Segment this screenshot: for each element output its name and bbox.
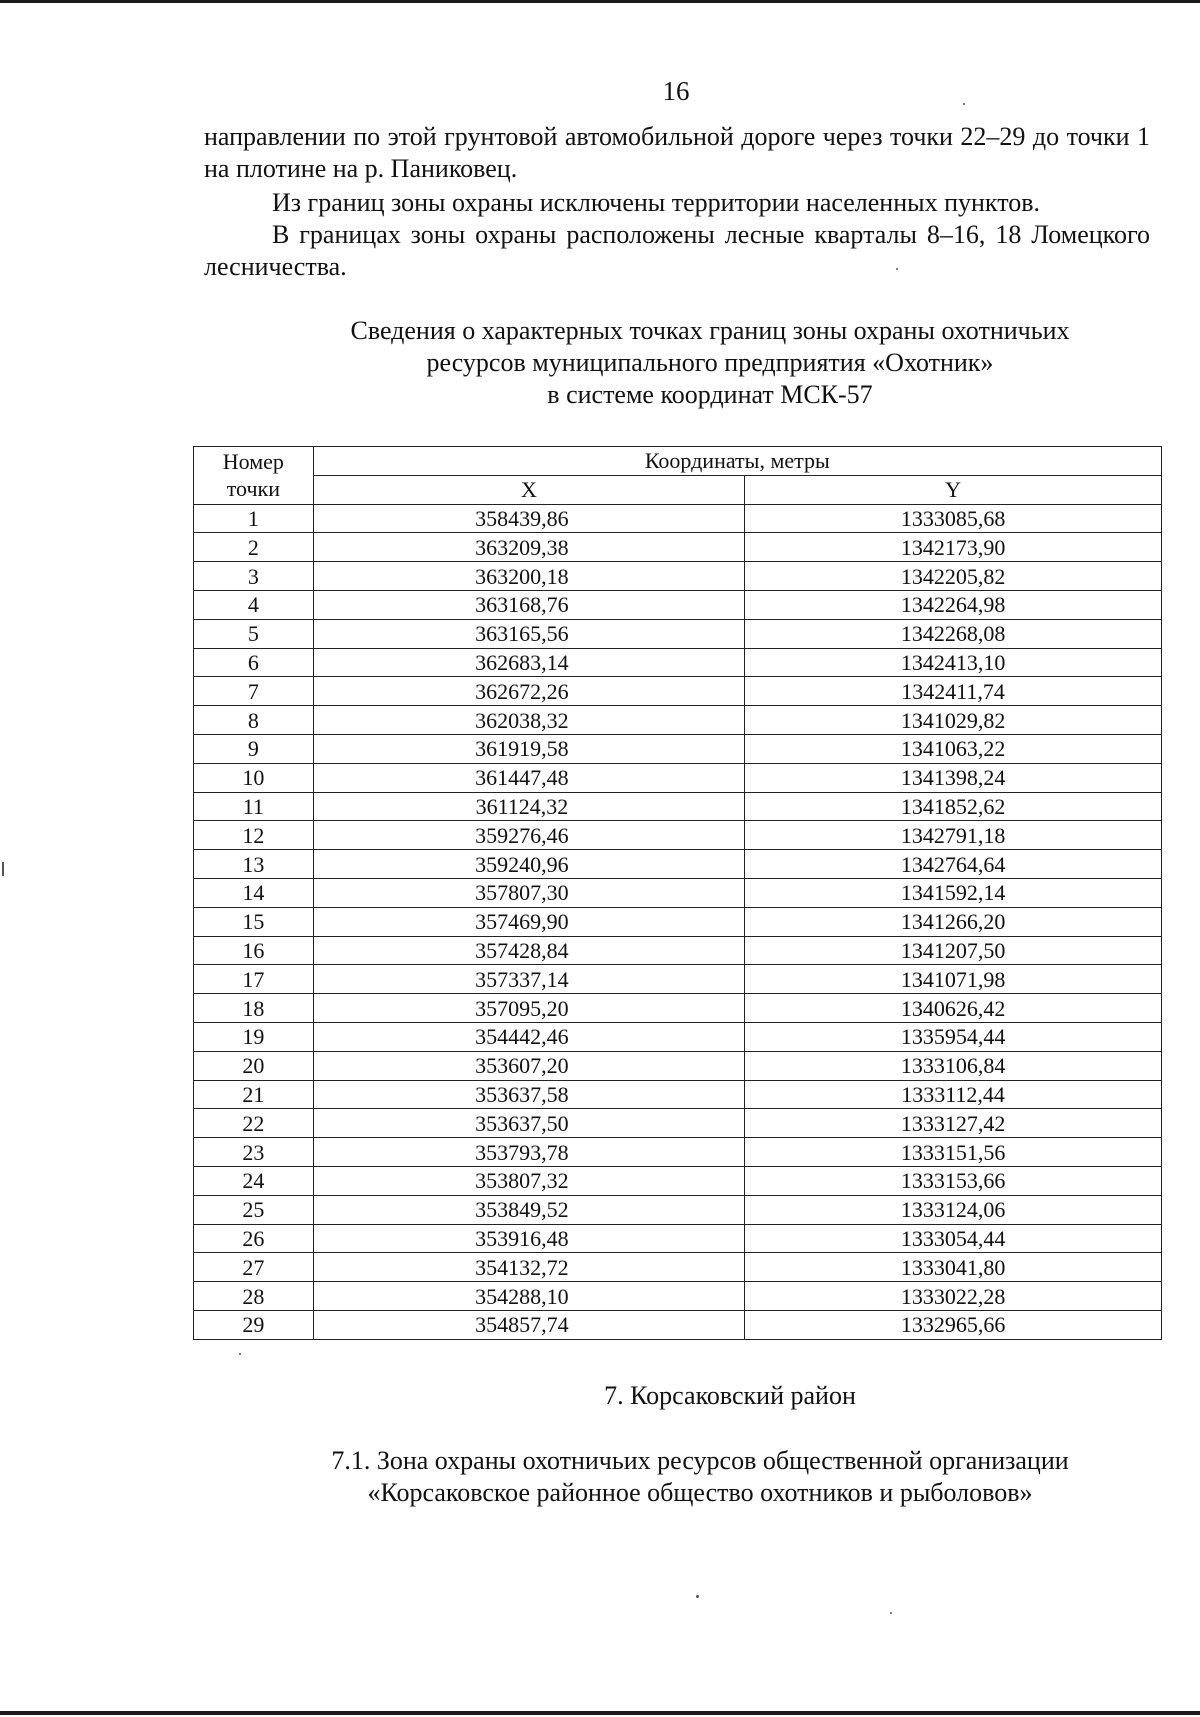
x-coordinate-cell: 361919,58	[313, 734, 745, 763]
table-row	[194, 1022, 1162, 1051]
x-coordinate-cell: 361124,32	[313, 792, 745, 821]
y-coordinate-cell: 1341063,22	[745, 734, 1162, 763]
y-coordinate-cell: 1342791,18	[745, 821, 1162, 850]
x-coordinate-cell: 357095,20	[313, 994, 745, 1023]
y-coordinate-cell: 1333041,80	[745, 1253, 1162, 1282]
table-row	[194, 936, 1162, 965]
y-coordinate-cell: 1341029,82	[745, 706, 1162, 735]
point-number-cell: 25	[194, 1195, 314, 1224]
subsection-heading-line: «Корсаковское районное общество охотников и рыболовов»	[367, 1478, 1033, 1507]
y-coordinate-cell: 1341852,62	[745, 792, 1162, 821]
x-coordinate-cell: 353793,78	[313, 1138, 745, 1167]
point-number-cell: 13	[194, 850, 314, 879]
y-coordinate-cell: 1335954,44	[745, 1022, 1162, 1051]
point-number-cell: 27	[194, 1253, 314, 1282]
section-heading: 7. Корсаковский район	[604, 1381, 856, 1410]
table-row	[194, 821, 1162, 850]
y-coordinate-cell: 1342173,90	[745, 533, 1162, 562]
table-row	[194, 504, 1162, 533]
point-number-cell: 19	[194, 1022, 314, 1051]
y-coordinate-cell: 1342264,98	[745, 590, 1162, 619]
point-number-cell: 11	[194, 792, 314, 821]
x-coordinate-cell: 354132,72	[313, 1253, 745, 1282]
table-header	[194, 447, 1162, 505]
y-coordinate-cell: 1333022,28	[745, 1282, 1162, 1311]
header-x: X	[313, 475, 745, 504]
y-coordinate-cell: 1340626,42	[745, 994, 1162, 1023]
y-coordinate-cell: 1341266,20	[745, 907, 1162, 936]
point-number-cell: 5	[194, 619, 314, 648]
scan-speck	[2, 862, 4, 876]
page-number: 16	[662, 76, 690, 106]
point-number-cell: 26	[194, 1224, 314, 1253]
y-coordinate-cell: 1341592,14	[745, 878, 1162, 907]
x-coordinate-cell: 363165,56	[313, 619, 745, 648]
point-number-cell: 12	[194, 821, 314, 850]
scan-speck	[696, 1595, 699, 1598]
table-row	[194, 792, 1162, 821]
point-number-cell: 17	[194, 965, 314, 994]
point-number-cell: 28	[194, 1282, 314, 1311]
table-caption-line: ресурсов муниципального предприятия «Охотник»	[426, 348, 994, 377]
table-row	[194, 1253, 1162, 1282]
table-row	[194, 1224, 1162, 1253]
header-coordinates: Координаты, метры	[313, 447, 1161, 476]
table-row	[194, 1282, 1162, 1311]
header-point-number	[194, 447, 314, 505]
x-coordinate-cell: 358439,86	[313, 504, 745, 533]
table-row	[194, 533, 1162, 562]
table-row	[194, 1195, 1162, 1224]
y-coordinate-cell: 1333085,68	[745, 504, 1162, 533]
point-number-cell: 1	[194, 504, 314, 533]
x-coordinate-cell: 353807,32	[313, 1166, 745, 1195]
x-coordinate-cell: 363200,18	[313, 562, 745, 591]
paragraph-forest-quarters: В границах зоны охраны расположены лесные кварталы 8–16, 18 Ломецкого лесничества.	[204, 220, 1150, 281]
x-coordinate-cell: 359276,46	[313, 821, 745, 850]
x-coordinate-cell: 362672,26	[313, 677, 745, 706]
table-row	[194, 965, 1162, 994]
y-coordinate-cell: 1333112,44	[745, 1080, 1162, 1109]
point-number-cell: 15	[194, 907, 314, 936]
y-coordinate-cell: 1333106,84	[745, 1051, 1162, 1080]
scan-speck	[896, 268, 898, 270]
y-coordinate-cell: 1333151,56	[745, 1138, 1162, 1167]
x-coordinate-cell: 359240,96	[313, 850, 745, 879]
coordinates-table	[193, 446, 1162, 1340]
y-coordinate-cell: 1341207,50	[745, 936, 1162, 965]
table-row	[194, 590, 1162, 619]
x-coordinate-cell: 354442,46	[313, 1022, 745, 1051]
paragraph-excluded-territories: Из границ зоны охраны исключены территории населенных пунктов.	[272, 188, 1041, 217]
table-row	[194, 1051, 1162, 1080]
table-row	[194, 734, 1162, 763]
x-coordinate-cell: 363168,76	[313, 590, 745, 619]
table-caption-line: в системе координат МСК-57	[547, 380, 873, 409]
header-point-line: точки	[226, 476, 280, 502]
point-number-cell: 6	[194, 648, 314, 677]
x-coordinate-cell: 362683,14	[313, 648, 745, 677]
table-row	[194, 706, 1162, 735]
point-number-cell: 23	[194, 1138, 314, 1167]
x-coordinate-cell: 362038,32	[313, 706, 745, 735]
scan-speck	[890, 1612, 892, 1614]
table-body	[194, 504, 1162, 1339]
y-coordinate-cell: 1342413,10	[745, 648, 1162, 677]
table-row	[194, 850, 1162, 879]
table-row	[194, 878, 1162, 907]
subsection-heading-line: 7.1. Зона охраны охотничьих ресурсов общественной организации	[331, 1446, 1069, 1475]
table-row	[194, 1138, 1162, 1167]
x-coordinate-cell: 353849,52	[313, 1195, 745, 1224]
subsection-heading	[240, 1445, 1160, 1509]
table-row	[194, 619, 1162, 648]
table-row	[194, 763, 1162, 792]
table-row	[194, 1109, 1162, 1138]
table-row	[194, 1080, 1162, 1109]
header-y: Y	[745, 475, 1162, 504]
x-coordinate-cell: 357428,84	[313, 936, 745, 965]
y-coordinate-cell: 1342268,08	[745, 619, 1162, 648]
x-coordinate-cell: 353916,48	[313, 1224, 745, 1253]
x-coordinate-cell: 357469,90	[313, 907, 745, 936]
point-number-cell: 18	[194, 994, 314, 1023]
point-number-cell: 4	[194, 590, 314, 619]
scan-speck	[963, 103, 965, 105]
x-coordinate-cell: 353637,58	[313, 1080, 745, 1109]
table-row	[194, 1310, 1162, 1339]
y-coordinate-cell: 1341398,24	[745, 763, 1162, 792]
x-coordinate-cell: 357337,14	[313, 965, 745, 994]
point-number-cell: 22	[194, 1109, 314, 1138]
table-row	[194, 907, 1162, 936]
y-coordinate-cell: 1342764,64	[745, 850, 1162, 879]
point-number-cell: 2	[194, 533, 314, 562]
point-number-cell: 24	[194, 1166, 314, 1195]
table-row	[194, 562, 1162, 591]
table-row	[194, 1166, 1162, 1195]
x-coordinate-cell: 353607,20	[313, 1051, 745, 1080]
x-coordinate-cell: 354857,74	[313, 1310, 745, 1339]
point-number-cell: 20	[194, 1051, 314, 1080]
table-row	[194, 994, 1162, 1023]
point-number-cell: 3	[194, 562, 314, 591]
y-coordinate-cell: 1333153,66	[745, 1166, 1162, 1195]
point-number-cell: 14	[194, 878, 314, 907]
y-coordinate-cell: 1342411,74	[745, 677, 1162, 706]
scan-edge-top	[0, 0, 1200, 3]
x-coordinate-cell: 357807,30	[313, 878, 745, 907]
y-coordinate-cell: 1333054,44	[745, 1224, 1162, 1253]
point-number-cell: 16	[194, 936, 314, 965]
y-coordinate-cell: 1333124,06	[745, 1195, 1162, 1224]
x-coordinate-cell: 353637,50	[313, 1109, 745, 1138]
table-caption	[290, 315, 1130, 411]
table-caption-line: Сведения о характерных точках границ зоны охраны охотничьих	[350, 316, 1070, 345]
x-coordinate-cell: 354288,10	[313, 1282, 745, 1311]
point-number-cell: 7	[194, 677, 314, 706]
y-coordinate-cell: 1332965,66	[745, 1310, 1162, 1339]
x-coordinate-cell: 361447,48	[313, 763, 745, 792]
y-coordinate-cell: 1333127,42	[745, 1109, 1162, 1138]
paragraph-route-continuation: направлении по этой грунтовой автомобильной дороге через точки 22–29 до точки 1 на плотине на р. Паниковец.	[204, 122, 1150, 183]
table-row	[194, 648, 1162, 677]
point-number-cell: 29	[194, 1310, 314, 1339]
y-coordinate-cell: 1342205,82	[745, 562, 1162, 591]
table-row	[194, 677, 1162, 706]
point-number-cell: 21	[194, 1080, 314, 1109]
x-coordinate-cell: 363209,38	[313, 533, 745, 562]
scan-edge-bottom	[0, 1711, 1200, 1715]
y-coordinate-cell: 1341071,98	[745, 965, 1162, 994]
header-point-line: Номер	[222, 449, 284, 475]
point-number-cell: 8	[194, 706, 314, 735]
scan-speck	[239, 1353, 241, 1355]
point-number-cell: 9	[194, 734, 314, 763]
point-number-cell: 10	[194, 763, 314, 792]
